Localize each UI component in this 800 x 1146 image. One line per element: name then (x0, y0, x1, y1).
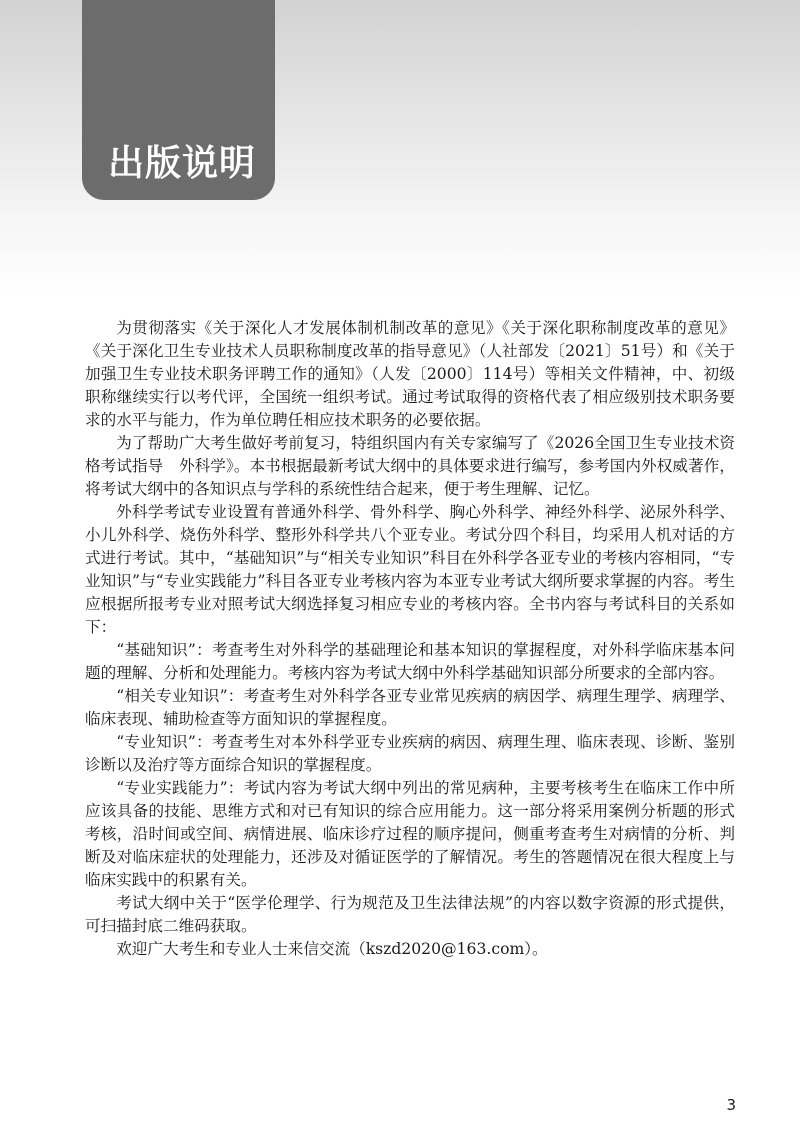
body-text (85, 317, 735, 961)
paragraph: 外科学考试专业设置有普通外科学、骨外科学、胸心外科学、神经外科学、泌尿外科学、小儿外科学、烧伤外科学、整形外科学共八个亚专业。考试分四个科目，均采用人机对话的方式进行考试。其中，“基础知识”与“相关专业知识”科目在外科学各亚专业的考核内容相同，“专业知识”与“专业实践能力”科目各亚专业考核内容为本亚专业考试大纲所要求掌握的内容。考生应根据所报考专业对照考试大纲选择复习相应专业的考核内容。全书内容与考试科目的关系如下： (85, 503, 735, 636)
page-number: 3 (726, 1096, 736, 1114)
paragraph: “专业实践能力”：考试内容为考试大纲中列出的常见病种，主要考核考生在临床工作中所应该具备的技能、思维方式和对已有知识的综合应用能力。这一部分将采用案例分析题的形式考核，沿时间或空间、病情进展、临床诊疗过程的顺序提问，侧重考查考生对病情的分析、判断及对临床症状的处理能力，还涉及对循证医学的了解情况。考生的答题情况在很大程度上与临床实践中的积累有关。 (85, 779, 735, 889)
page-title: 出版说明 (108, 143, 257, 184)
paragraph: “专业知识”：考查考生对本外科学亚专业疾病的病因、病理生理、临床表现、诊断、鉴别诊断以及治疗等方面综合知识的掌握程度。 (85, 733, 735, 774)
paragraph: 为了帮助广大考生做好考前复习，特组织国内有关专家编写了《2026全国卫生专业技术资格考试指导 外科学》。本书根据最新考试大纲中的具体要求进行编写，参考国内外权威著作，将考试大纲中的各知识点与学科的系统性结合起来，便于考生理解、记忆。 (85, 434, 735, 498)
paragraph: 欢迎广大考生和专业人士来信交流（kszd2020@163.com）。 (116, 940, 548, 958)
paragraph: “相关专业知识”：考查考生对外科学各亚专业常见疾病的病因学、病理生理学、病理学、临床表现、辅助检查等方面知识的掌握程度。 (85, 687, 735, 728)
paragraph: 为贯彻落实《关于深化人才发展体制机制改革的意见》《关于深化职称制度改革的意见》《关于深化卫生专业技术人员职称制度改革的指导意见》（人社部发〔2021〕51号）和《关于加强卫生专业技术职务评聘工作的通知》（人发〔2000〕114号）等相关文件精神，中、初级职称继续实行以考代评，全国统一组织考试。通过考试取得的资格代表了相应级别技术职务要求的水平与能力，作为单位聘任相应技术职务的必要依据。 (85, 319, 735, 429)
paragraph: “基础知识”：考查考生对外科学的基础理论和基本知识的掌握程度，对外科学临床基本问题的理解、分析和处理能力。考核内容为考试大纲中外科学基础知识部分所要求的全部内容。 (85, 641, 735, 682)
title-tab (82, 0, 275, 200)
paragraph: 考试大纲中关于“医学伦理学、行为规范及卫生法律法规”的内容以数字资源的形式提供，可扫描封底二维码获取。 (85, 894, 735, 935)
